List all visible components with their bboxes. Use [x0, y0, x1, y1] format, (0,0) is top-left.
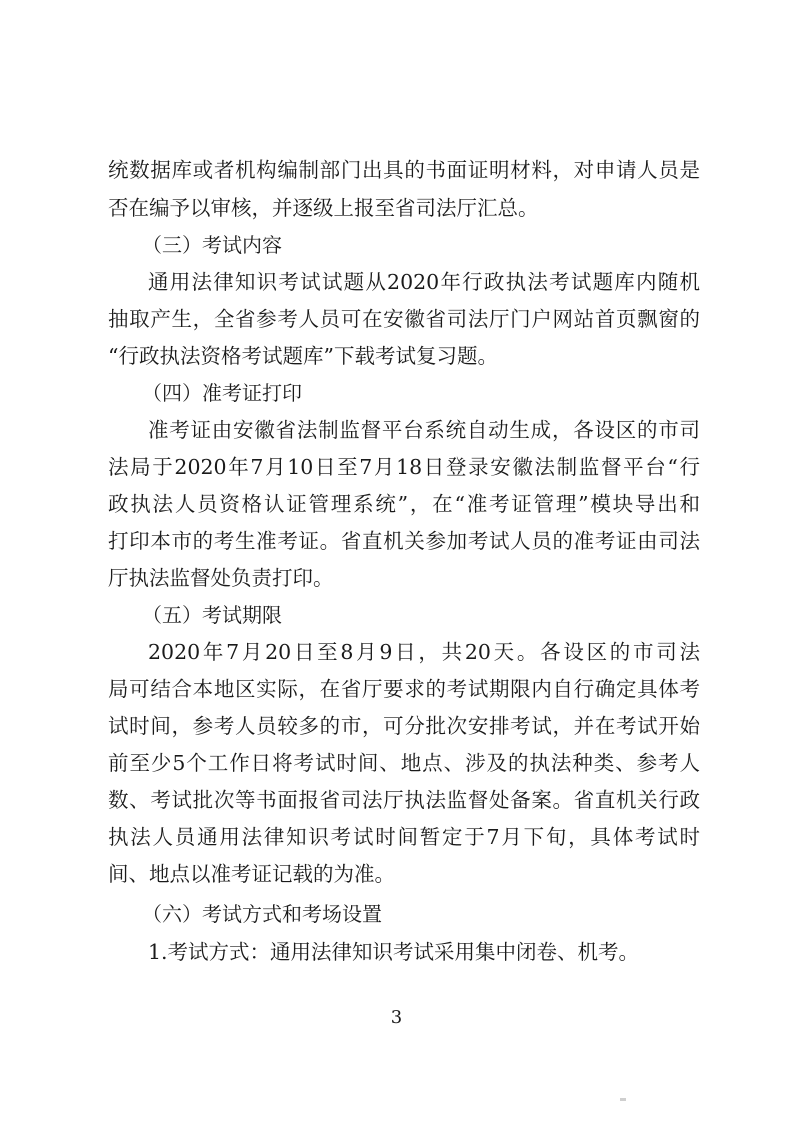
paragraph-line: 打印本市的考生准考证。省直机关参加考试人员的准考证由司法	[108, 529, 700, 553]
paragraph-line: “行政执法资格考试题库”下载考试复习题。	[108, 344, 498, 368]
paragraph-line: 厅执法监督处负责打印。	[108, 566, 334, 590]
paragraph-line: 数、考试批次等书面报省司法厅执法监督处备案。省直机关行政	[108, 788, 700, 812]
paragraph-line: 政执法人员资格认证管理系统”，在“准考证管理”模块导出和	[108, 492, 700, 516]
paragraph-line: 通用法律知识考试试题从2020年行政执法考试题库内随机	[148, 270, 700, 294]
paragraph-line: 间、地点以准考证记载的为准。	[108, 862, 395, 886]
paragraph-line: 局可结合本地区实际，在省厅要求的考试期限内自行确定具体考	[108, 677, 700, 701]
section-heading: （六）考试方式和考场设置	[142, 902, 382, 926]
paragraph-line: 否在编予以审核，并逐级上报至省司法厅汇总。	[108, 196, 539, 220]
paragraph-line: 统数据库或者机构编制部门出具的书面证明材料，对申请人员是	[108, 158, 700, 182]
paragraph-line: 执法人员通用法律知识考试时间暂定于7月下旬，具体考试时	[108, 825, 700, 849]
paragraph-line: 法局于2020年7月10日至7月18日登录安徽法制监督平台“行	[108, 455, 700, 479]
paragraph-line: 抽取产生，全省参考人员可在安徽省司法厅门户网站首页飘窗的	[108, 307, 700, 331]
paragraph-line: 准考证由安徽省法制监督平台系统自动生成，各设区的市司	[148, 418, 700, 442]
paragraph-line: 1.考试方式：通用法律知识考试采用集中闭卷、机考。	[148, 940, 640, 964]
scan-speck	[620, 1098, 626, 1101]
section-heading: （四）准考证打印	[142, 381, 302, 405]
paragraph-line: 前至少5个工作日将考试时间、地点、涉及的执法种类、参考人	[108, 751, 700, 775]
paragraph-line: 试时间，参考人员较多的市，可分批次安排考试，并在考试开始	[108, 714, 700, 738]
section-heading: （三）考试内容	[142, 233, 282, 257]
paragraph-line: 2020年7月20日至8月9日，共20天。各设区的市司法	[148, 640, 700, 664]
section-heading: （五）考试期限	[142, 603, 282, 627]
page-number: 3	[390, 1007, 403, 1028]
